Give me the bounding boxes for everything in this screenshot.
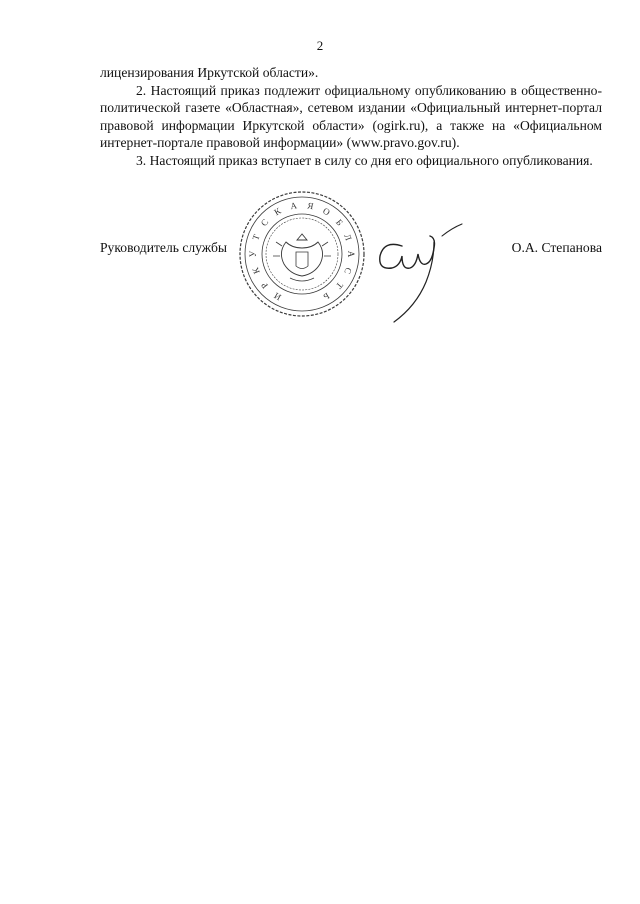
- handwritten-signature: [372, 216, 464, 324]
- seal-letter: Т: [250, 232, 262, 242]
- seal-letter: А: [289, 200, 298, 212]
- seal-letter: К: [272, 205, 283, 218]
- official-seal-stamp: [238, 190, 366, 318]
- seal-letter: Ь: [321, 290, 332, 303]
- seal-letter: Б: [334, 217, 346, 228]
- paragraph-continuation: лицензирования Иркутской области».: [100, 65, 319, 80]
- seal-letter: Л: [342, 232, 354, 242]
- seal-letter: С: [258, 216, 271, 229]
- seal-letter: И: [272, 290, 283, 303]
- seal-letter: К: [250, 266, 262, 276]
- paragraph-2-publication: 2. Настоящий приказ подлежит официальному опубликованию в общественно-политической газете «Областная», сетевом издании «Официальный интернет-портал правовой информации Иркутской области» (ogirk.ru), а также на «Официальном интернет-портале правовой информации» (www.pravo.gov.ru).: [100, 82, 602, 151]
- signatory-title: Руководитель службы: [100, 240, 228, 255]
- page-number: 2: [316, 38, 324, 53]
- seal-letter: С: [342, 266, 354, 276]
- seal-letter: Р: [259, 280, 270, 291]
- seal-letter: У: [248, 250, 259, 258]
- seal-letter: О: [321, 205, 332, 218]
- seal-letter: Т: [333, 280, 346, 291]
- signatory-name: О.А. Степанова: [511, 240, 602, 255]
- document-body: [100, 64, 602, 170]
- seal-letter: Я: [306, 200, 315, 212]
- seal-letter: А: [345, 250, 356, 258]
- paragraph-3-effective-date: 3. Настоящий приказ вступает в силу со дня его официального опубликования.: [136, 152, 593, 168]
